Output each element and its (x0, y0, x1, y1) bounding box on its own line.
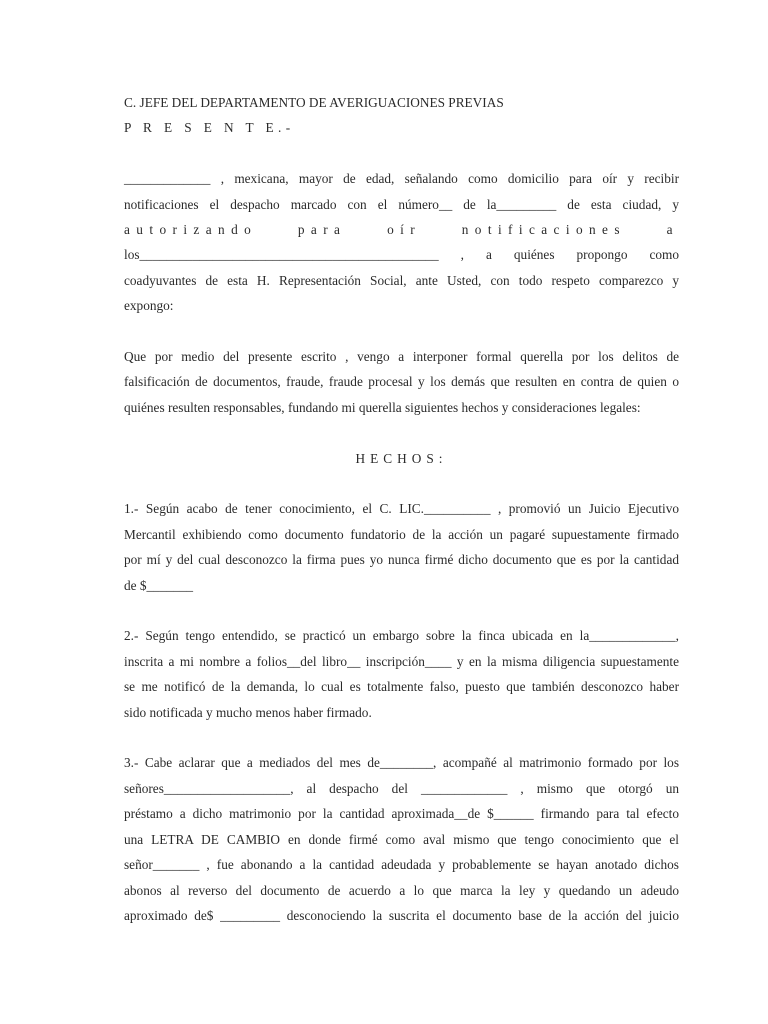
intro-line: _____________ , mexicana, mayor de edad, señalando como domicilio para oír y recibir (124, 171, 679, 187)
intro-word: para (297, 222, 347, 238)
intro-word: notificaciones (461, 222, 626, 238)
presente-heading: P R E S E N T E.- (124, 120, 295, 136)
intro-line: los_____________________________________________ , a quiénes propongo como (124, 247, 679, 263)
hecho-2 (124, 623, 679, 725)
hecho-line: por mí y del cual desconozco la firma pues yo nunca firmé dicho documento que es por la cantidad (124, 552, 679, 568)
hecho-line: de $_______ (124, 577, 194, 593)
querella-line: falsificación de documentos, fraude, fraude procesal y los demás que resulten en contra de quien o (124, 374, 679, 390)
hecho-line: abonos al reverso del documento de acuerdo a lo que marca la ley y quedando un adeudo (124, 882, 679, 898)
hecho-line: señor_______ , fue abonando a la cantidad adeudada y probablemente se hayan anotado dichos (124, 857, 679, 873)
hecho-line: 1.- Según acabo de tener conocimiento, el C. LIC.__________ , promovió un Juicio Ejecutivo (124, 501, 679, 517)
hecho-line: sido notificada y mucho menos haber firmado. (124, 704, 372, 720)
intro-line: notificaciones el despacho marcado con el número__ de la_________ de esta ciudad, y (124, 196, 679, 212)
document-page (124, 90, 679, 928)
hecho-line: 2.- Según tengo entendido, se practicó un embargo sobre la finca ubicada en la_____________, (124, 628, 679, 644)
hecho-1 (124, 496, 679, 598)
querella-line: quiénes resulten responsables, fundando mi querella siguientes hechos y consideraciones legales: (124, 399, 641, 415)
hecho-line: Mercantil exhibiendo como documento fundatorio de la acción un pagaré supuestamente firmado (124, 526, 679, 542)
hecho-line: préstamo a dicho matrimonio por la cantidad aproximada__de $______ firmando para tal efecto (124, 806, 679, 822)
hecho-line: 3.- Cabe aclarar que a mediados del mes de________, acompañé al matrimonio formado por los (124, 755, 679, 771)
intro-line: coadyuvantes de esta H. Representación Social, ante Usted, con todo respeto comparezco y (124, 272, 679, 288)
intro-word: autorizando (124, 222, 258, 238)
querella-paragraph (124, 344, 679, 420)
hecho-line: aproximado de$ _________ desconociendo la suscrita el documento base de la acción del juicio (124, 907, 679, 923)
hecho-line: se me notificó de la demanda, lo cual es totalmente falso, puesto que también desconozco haber (124, 679, 679, 695)
intro-line: expongo: (124, 298, 174, 314)
hecho-line: señores___________________, al despacho del _____________ , mismo que otorgó un (124, 780, 679, 796)
intro-line-spaced (124, 217, 679, 242)
addressee: C. JEFE DEL DEPARTAMENTO DE AVERIGUACIONES PREVIAS (124, 95, 504, 110)
hecho-line: una LETRA DE CAMBIO en donde firmé como aval mismo que tengo conocimiento que el (124, 831, 679, 847)
intro-word: oír (387, 222, 422, 238)
intro-word: a (666, 222, 679, 238)
querella-line: Que por medio del presente escrito , vengo a interponer formal querella por los delitos de (124, 349, 679, 365)
hecho-3 (124, 750, 679, 928)
hechos-heading: HECHOS: (355, 450, 448, 466)
intro-paragraph (124, 166, 679, 318)
hecho-line: inscrita a mi nombre a folios__del libro__ inscripción____ y en la misma diligencia supuestamente (124, 653, 679, 669)
